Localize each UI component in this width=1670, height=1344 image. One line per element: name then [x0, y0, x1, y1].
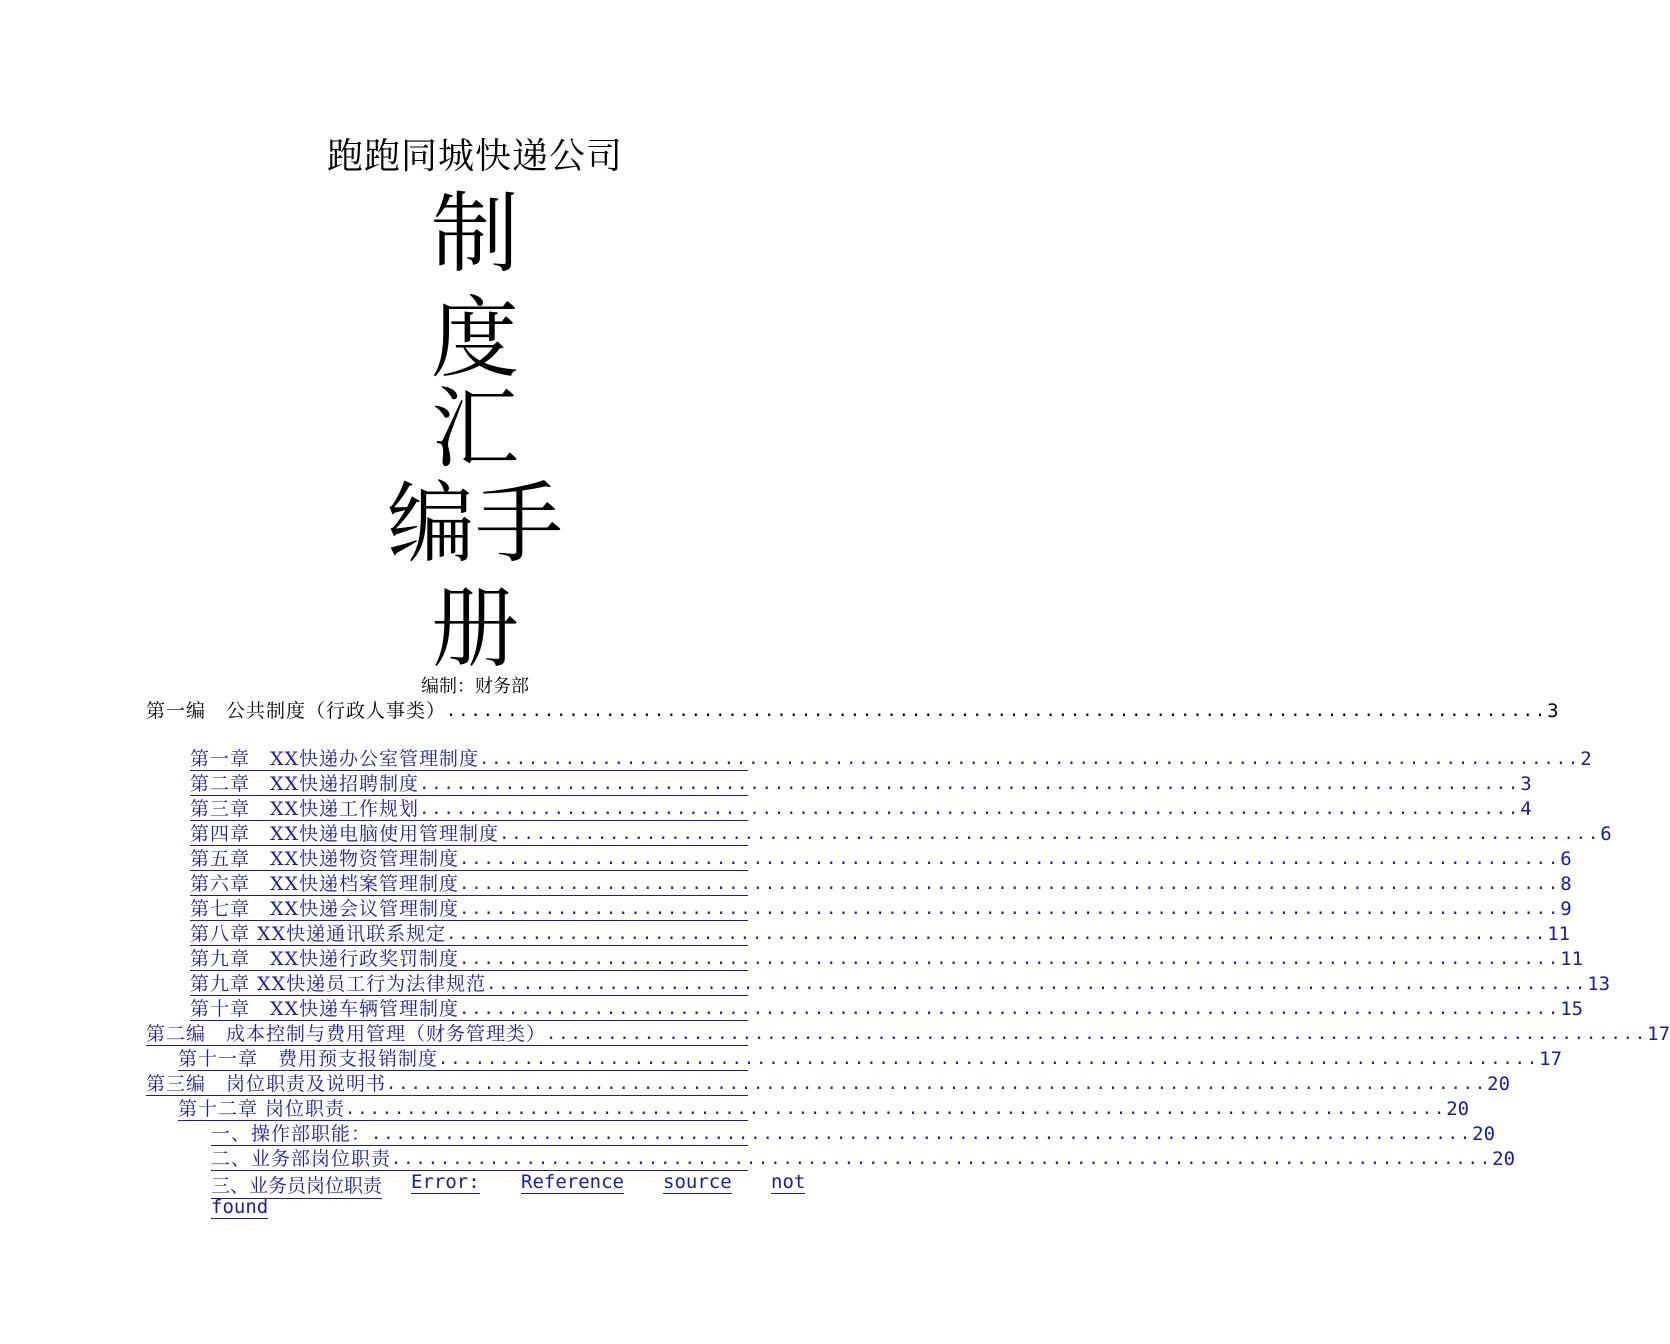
toc-entry-chapter-2[interactable]: [190, 771, 1532, 796]
toc-leader-dots: ..........................................................................................: [345, 1099, 1447, 1119]
title-char-1: 制: [430, 182, 519, 285]
toc-entry-chapter-4[interactable]: [190, 821, 1612, 846]
toc-entry-section-3[interactable]: [211, 1171, 806, 1195]
toc-entry-text: 第三编 岗位职责及说明书: [146, 1073, 387, 1095]
toc-page-number: 3: [1547, 700, 1559, 722]
title-char-4: 编手: [386, 472, 563, 575]
toc-page-number: 4: [1520, 798, 1532, 820]
toc-entry-section-3-continued[interactable]: [211, 1196, 268, 1220]
toc-entry-text: 第八章 XX快递通讯联系规定: [190, 923, 447, 945]
toc-error-word: not: [771, 1171, 806, 1193]
toc-entry-chapter-1[interactable]: [190, 746, 1592, 771]
toc-entry-section-2[interactable]: [211, 1146, 1516, 1171]
toc-leader-dots: ..........................................................................................: [499, 824, 1601, 844]
toc-entry-chapter-11[interactable]: [178, 1046, 1563, 1071]
toc-page-number: 17: [1647, 1023, 1670, 1045]
toc-error-tail: found: [211, 1196, 269, 1218]
toc-entry-section-1[interactable]: [211, 1121, 1496, 1146]
toc-page-number: 15: [1560, 998, 1584, 1020]
toc-leader-dots: ..........................................................................................: [371, 1124, 1473, 1144]
toc-entry-text: 二、业务部岗位职责: [211, 1148, 392, 1170]
compiled-by: 编制：财务部: [421, 676, 529, 697]
toc-entry-chapter-6[interactable]: [190, 871, 1572, 896]
toc-page-number: 11: [1547, 923, 1571, 945]
title-char-5: 册: [430, 577, 519, 680]
toc-error-word: source: [663, 1171, 732, 1193]
toc-entry-text: 第二章 XX快递招聘制度: [190, 773, 420, 795]
toc-page-number: 20: [1487, 1073, 1511, 1095]
toc-leader-dots: ..........................................................................................: [446, 701, 1548, 721]
toc-leader-dots: ..........................................................................................: [386, 1074, 1488, 1094]
toc-leader-dots: ..........................................................................................: [446, 924, 1548, 944]
toc-entry-text: 第十二章 岗位职责: [178, 1098, 346, 1120]
toc-page-number: 11: [1560, 948, 1584, 970]
toc-entry-chapter-10[interactable]: [190, 996, 1584, 1021]
title-char-3: 汇: [430, 377, 519, 480]
toc-page-number: 20: [1472, 1123, 1496, 1145]
toc-leader-dots: ..........................................................................................: [486, 974, 1588, 994]
toc-entry-text: 第一章 XX快递办公室管理制度: [190, 748, 480, 770]
toc-leader-dots: ..........................................................................................: [459, 899, 1561, 919]
toc-entry-chapter-5[interactable]: [190, 846, 1572, 871]
toc-entry-text: 第九章 XX快递员工行为法律规范: [190, 973, 487, 995]
toc-entry-text: 第十章 XX快递车辆管理制度: [190, 998, 460, 1020]
toc-error-word: Reference: [521, 1171, 624, 1193]
toc-entry-chapter-3[interactable]: [190, 796, 1532, 821]
toc-page-number: 3: [1520, 773, 1532, 795]
toc-entry-text: 第七章 XX快递会议管理制度: [190, 898, 460, 920]
toc-leader-dots: ..........................................................................................: [419, 799, 1521, 819]
toc-leader-dots: ..........................................................................................: [438, 1049, 1540, 1069]
toc-leader-dots: ..........................................................................................: [459, 999, 1561, 1019]
toc-entry-text: 第一编 公共制度（行政人事类）: [146, 700, 447, 722]
toc-page-number: 17: [1539, 1048, 1563, 1070]
toc-entry-text: 三、业务员岗位职责: [211, 1171, 382, 1199]
toc-entry-text: 第四章 XX快递电脑使用管理制度: [190, 823, 500, 845]
toc-entry-chapter-8[interactable]: [190, 921, 1571, 946]
toc-entry-text: 第二编 成本控制与费用管理（财务管理类）: [146, 1023, 547, 1045]
toc-leader-dots: ..........................................................................................: [419, 774, 1521, 794]
title-char-2: 度: [430, 287, 519, 390]
toc-page-number: 9: [1560, 898, 1572, 920]
toc-entry-text: 一、操作部职能：: [211, 1123, 372, 1145]
toc-entry-chapter-9[interactable]: [190, 946, 1584, 971]
toc-leader-dots: ..........................................................................................: [546, 1024, 1648, 1044]
toc-entry-text: 第十一章 费用预支报销制度: [178, 1048, 439, 1070]
company-name: 跑跑同城快递公司: [326, 136, 623, 177]
toc-entry-text: 第五章 XX快递物资管理制度: [190, 848, 460, 870]
toc-entry-chapter-12[interactable]: [178, 1096, 1470, 1121]
toc-entry-chapter-7[interactable]: [190, 896, 1572, 921]
toc-leader-dots: ..........................................................................................: [391, 1149, 1493, 1169]
toc-entry-part-2[interactable]: [146, 1021, 1670, 1046]
toc-page-number: 20: [1492, 1148, 1516, 1170]
toc-leader-dots: ..........................................................................................: [459, 949, 1561, 969]
toc-page-number: 20: [1446, 1098, 1470, 1120]
toc-page-number: 13: [1587, 973, 1611, 995]
toc-entry-part-3[interactable]: [146, 1071, 1511, 1096]
toc-entry-text: 第九章 XX快递行政奖罚制度: [190, 948, 460, 970]
toc-page-number: 6: [1600, 823, 1612, 845]
toc-page-number: 2: [1580, 748, 1592, 770]
toc-entry-part-1[interactable]: [146, 698, 1559, 722]
toc-error-word: Error:: [411, 1171, 480, 1193]
toc-page-number: 8: [1560, 873, 1572, 895]
toc-entry-text: 第三章 XX快递工作规划: [190, 798, 420, 820]
toc-entry-text: 第六章 XX快递档案管理制度: [190, 873, 460, 895]
toc-page-number: 6: [1560, 848, 1572, 870]
toc-leader-dots: ..........................................................................................: [459, 849, 1561, 869]
toc-entry-chapter-9b[interactable]: [190, 971, 1611, 996]
toc-leader-dots: ..........................................................................................: [479, 749, 1581, 769]
toc-leader-dots: ..........................................................................................: [459, 874, 1561, 894]
